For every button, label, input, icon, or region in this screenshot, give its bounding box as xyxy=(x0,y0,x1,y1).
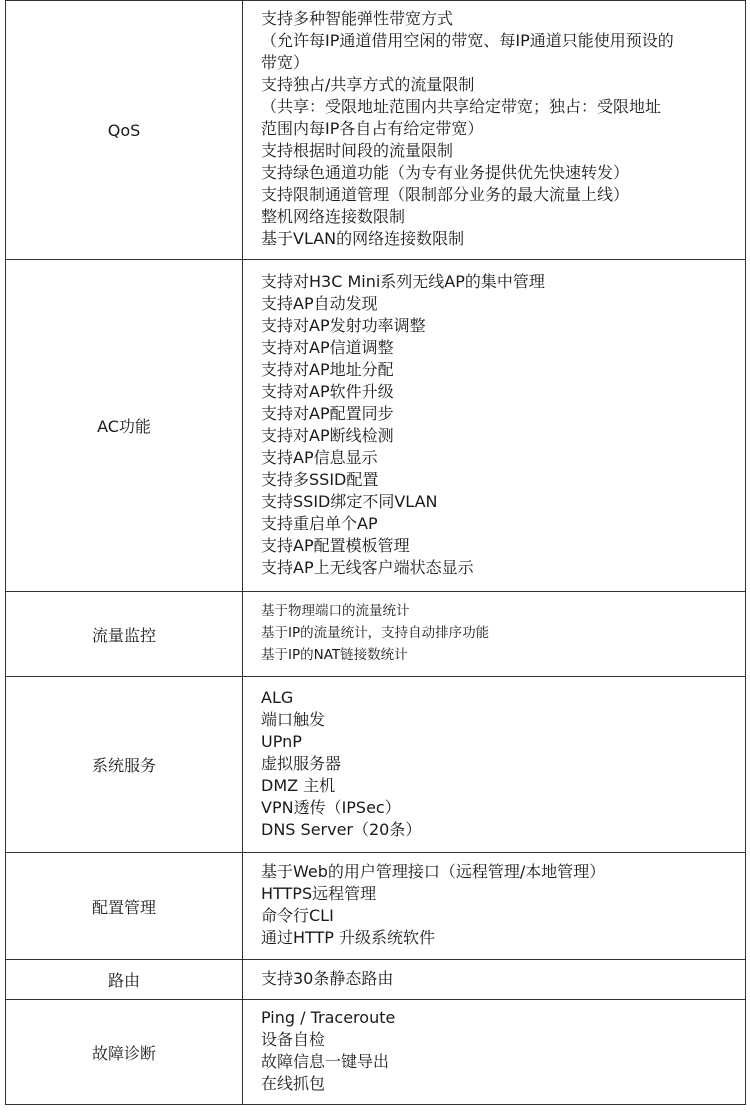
table-row-system-services xyxy=(6,677,746,853)
feature-line: 支持独占/共享方式的流量限制 xyxy=(261,75,475,94)
feature-line: 支持多SSID配置 xyxy=(261,469,379,489)
feature-line: 支持多种智能弹性带宽方式 xyxy=(261,9,454,28)
feature-line: DNS Server（20条） xyxy=(261,819,422,839)
feature-line: 支持重启单个AP xyxy=(261,513,378,533)
feature-line: VPN透传（IPSec） xyxy=(261,797,401,817)
feature-line: 命令行CLI xyxy=(261,906,334,925)
row-label: AC功能 xyxy=(6,260,243,592)
feature-line: 设备自检 xyxy=(261,1030,326,1049)
table-row-diagnostics xyxy=(6,1000,746,1105)
feature-line: 支持AP信息显示 xyxy=(261,447,378,467)
table-row-qos xyxy=(6,1,746,260)
row-content xyxy=(243,960,746,1000)
table-row-ac xyxy=(6,260,746,592)
row-label: 配置管理 xyxy=(6,853,243,960)
feature-line: 在线抓包 xyxy=(261,1074,326,1093)
row-label: 系统服务 xyxy=(6,677,243,853)
feature-line: 基于IP的流量统计，支持自动排序功能 xyxy=(261,625,490,641)
feature-line: 基于物理端口的流量统计 xyxy=(261,603,410,619)
feature-line: 支持对H3C Mini系列无线AP的集中管理 xyxy=(261,271,545,291)
feature-line: 支持30条静态路由 xyxy=(261,968,394,988)
feature-line: 支持对AP断线检测 xyxy=(261,425,394,445)
feature-line: 基于IP的NAT链接数统计 xyxy=(261,647,408,663)
row-label: 故障诊断 xyxy=(6,1000,243,1105)
feature-line: 虚拟服务器 xyxy=(261,753,342,773)
feature-line: 通过HTTP 升级系统软件 xyxy=(261,928,436,947)
table-row-traffic-monitor xyxy=(6,592,746,677)
spec-table xyxy=(5,0,746,1105)
feature-line: 带宽） xyxy=(261,53,310,72)
row-content xyxy=(243,260,746,592)
row-content xyxy=(243,1000,746,1105)
row-label: 流量监控 xyxy=(6,592,243,677)
feature-line: 端口触发 xyxy=(261,709,326,729)
row-label: 路由 xyxy=(6,960,243,1000)
feature-line: 支持对AP软件升级 xyxy=(261,381,394,401)
row-content xyxy=(243,853,746,960)
feature-line: 整机网络连接数限制 xyxy=(261,207,406,226)
feature-line: 支持AP上无线客户端状态显示 xyxy=(261,557,474,577)
feature-line: 基于Web的用户管理接口（远程管理/本地管理） xyxy=(261,862,606,881)
feature-line: 故障信息一键导出 xyxy=(261,1052,390,1071)
feature-line: 支持对AP发射功率调整 xyxy=(261,315,426,335)
feature-line: UPnP xyxy=(261,731,302,751)
row-label: QoS xyxy=(6,1,243,260)
feature-line: 支持AP配置模板管理 xyxy=(261,535,410,555)
feature-line: 支持AP自动发现 xyxy=(261,293,378,313)
feature-line: Ping / Traceroute xyxy=(261,1008,396,1027)
feature-line: 支持绿色通道功能（为专有业务提供优先快速转发） xyxy=(261,163,630,182)
row-content xyxy=(243,677,746,853)
row-content xyxy=(243,592,746,677)
feature-line: 支持限制通道管理（限制部分业务的最大流量上线） xyxy=(261,185,630,204)
table-row-routing xyxy=(6,960,746,1000)
feature-line: 支持SSID绑定不同VLAN xyxy=(261,491,438,511)
feature-line: 支持对AP配置同步 xyxy=(261,403,394,423)
feature-line: ALG xyxy=(261,687,294,707)
feature-line: （允许每IP通道借用空闲的带宽、每IP通道只能使用预设的 xyxy=(261,31,674,50)
feature-line: DMZ 主机 xyxy=(261,775,336,795)
feature-line: 范围内每IP各自占有给定带宽） xyxy=(261,119,484,138)
feature-line: 支持对AP地址分配 xyxy=(261,359,394,379)
feature-line: 支持对AP信道调整 xyxy=(261,337,394,357)
table-row-config-management xyxy=(6,853,746,960)
feature-line: （共享：受限地址范围内共享给定带宽；独占：受限地址 xyxy=(261,97,662,116)
feature-line: 支持根据时间段的流量限制 xyxy=(261,141,454,160)
feature-line: 基于VLAN的网络连接数限制 xyxy=(261,229,465,248)
row-content xyxy=(243,1,746,260)
feature-line: HTTPS远程管理 xyxy=(261,884,377,903)
